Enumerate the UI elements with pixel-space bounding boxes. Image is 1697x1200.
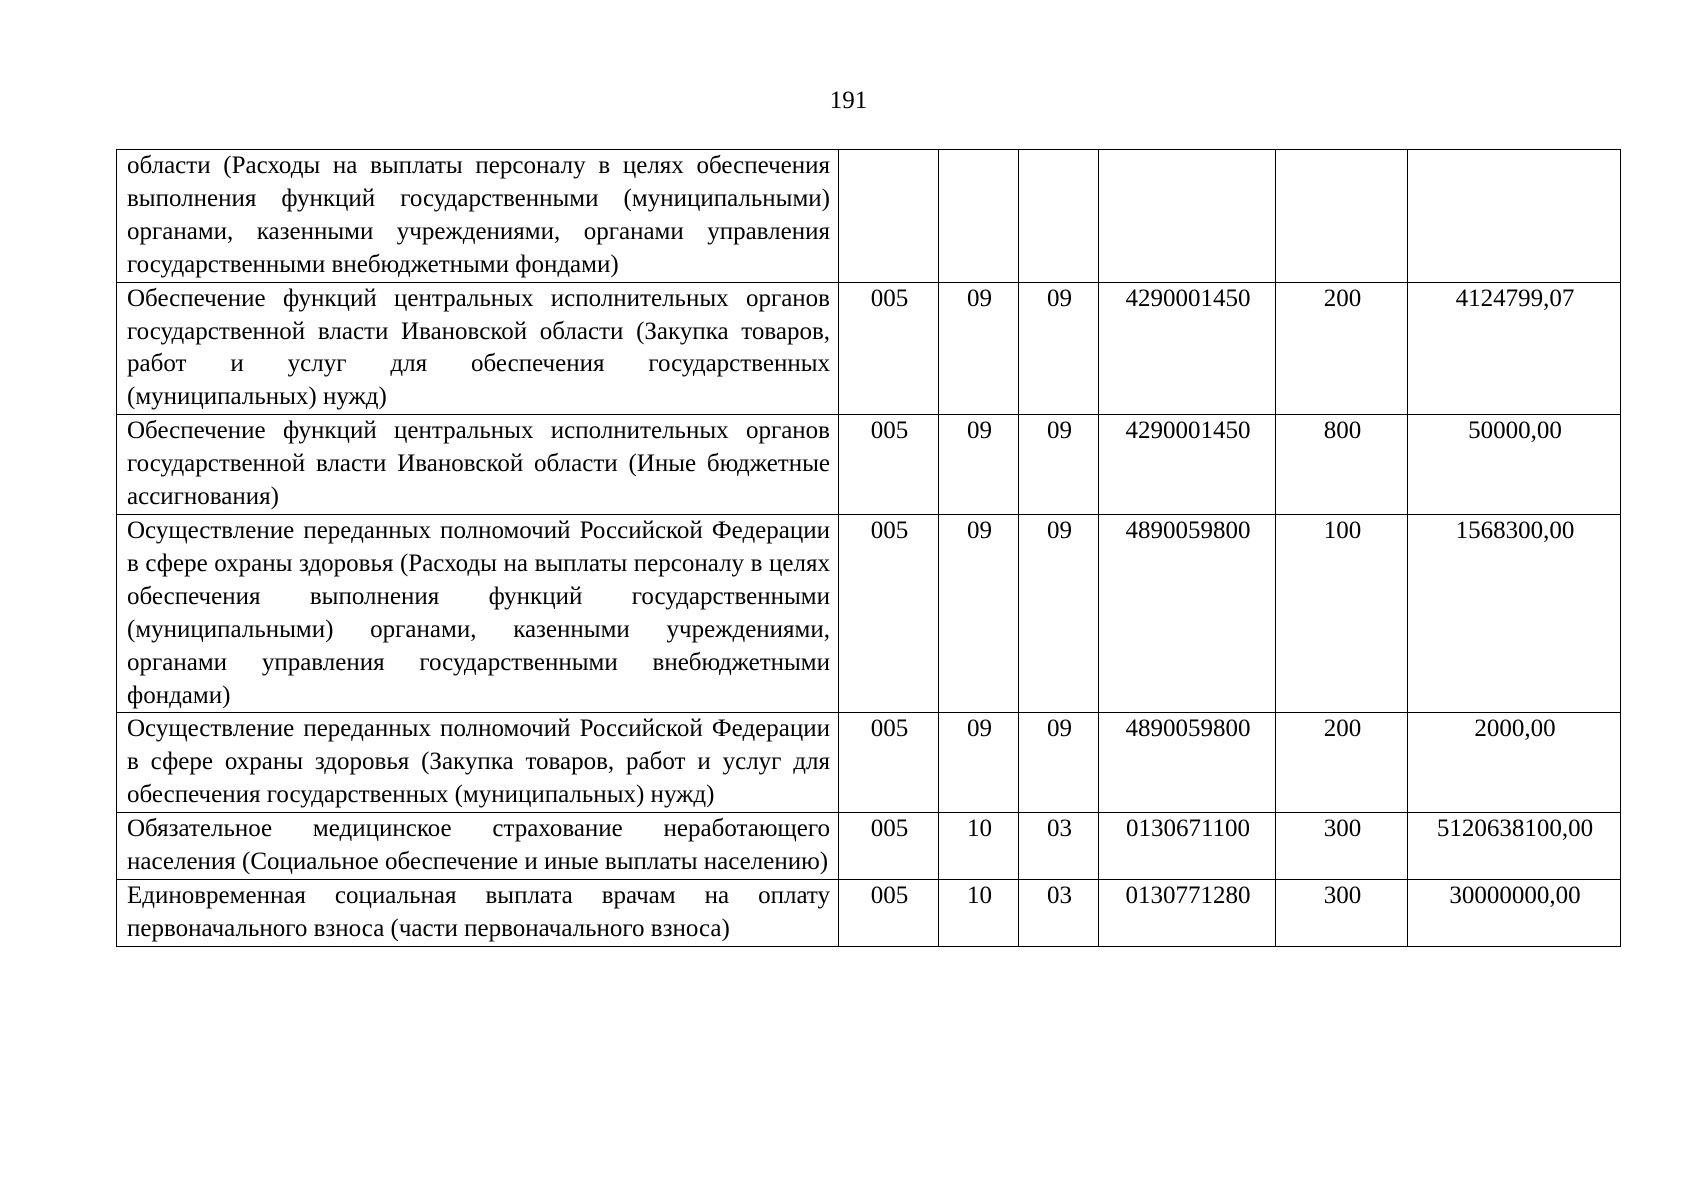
row-target-article: 0130671100 — [1099, 813, 1276, 880]
row-grbs: 005 — [839, 713, 939, 813]
row-grbs: 005 — [839, 415, 939, 515]
row-expense-type — [1276, 150, 1408, 283]
row-expense-type: 100 — [1276, 514, 1408, 712]
row-subsection: 03 — [1019, 879, 1099, 946]
row-grbs: 005 — [839, 282, 939, 415]
row-subsection: 09 — [1019, 713, 1099, 813]
row-subsection: 09 — [1019, 514, 1099, 712]
row-amount: 2000,00 — [1408, 713, 1621, 813]
row-subsection: 03 — [1019, 813, 1099, 880]
row-section — [939, 150, 1019, 283]
row-section: 09 — [939, 514, 1019, 712]
row-description: Обеспечение функций центральных исполнительных органов государственной власти Ивановской области (Закупка товаров, работ и услуг для обеспечения государственных (муниципальных) нужд) — [117, 282, 839, 415]
row-amount: 1568300,00 — [1408, 514, 1621, 712]
row-description: Обеспечение функций центральных исполнительных органов государственной власти Ивановской области (Иные бюджетные ассигнования) — [117, 415, 839, 515]
row-expense-type: 200 — [1276, 282, 1408, 415]
row-amount — [1408, 150, 1621, 283]
table-row — [117, 415, 1621, 515]
row-section: 09 — [939, 282, 1019, 415]
row-amount: 30000000,00 — [1408, 879, 1621, 946]
row-target-article: 0130771280 — [1099, 879, 1276, 946]
row-section: 09 — [939, 415, 1019, 515]
row-target-article — [1099, 150, 1276, 283]
row-target-article: 4290001450 — [1099, 415, 1276, 515]
row-subsection — [1019, 150, 1099, 283]
row-target-article: 4890059800 — [1099, 713, 1276, 813]
table-row — [117, 514, 1621, 712]
row-target-article: 4290001450 — [1099, 282, 1276, 415]
row-description: области (Расходы на выплаты персоналу в целях обеспечения выполнения функций государственными (муниципальными) органами, казенными учреждениями, органами управления государственными внебюджетными фондами) — [117, 150, 839, 283]
row-section: 10 — [939, 813, 1019, 880]
table-row — [117, 282, 1621, 415]
row-description: Обязательное медицинское страхование неработающего населения (Социальное обеспечение и иные выплаты населению) — [117, 813, 839, 880]
row-expense-type: 800 — [1276, 415, 1408, 515]
row-amount: 4124799,07 — [1408, 282, 1621, 415]
row-description: Осуществление переданных полномочий Российской Федерации в сфере охраны здоровья (Расходы на выплаты персоналу в целях обеспечения выполнения функций государственными (муниципальными) органами, казенными учреждениями, органами управления государственными внебюджетными фондами) — [117, 514, 839, 712]
row-subsection: 09 — [1019, 282, 1099, 415]
row-grbs: 005 — [839, 514, 939, 712]
table-row — [117, 150, 1621, 283]
row-description: Осуществление переданных полномочий Российской Федерации в сфере охраны здоровья (Закупка товаров, работ и услуг для обеспечения государственных (муниципальных) нужд) — [117, 713, 839, 813]
row-section: 10 — [939, 879, 1019, 946]
row-section: 09 — [939, 713, 1019, 813]
table-row — [117, 713, 1621, 813]
row-expense-type: 300 — [1276, 813, 1408, 880]
row-subsection: 09 — [1019, 415, 1099, 515]
row-expense-type: 200 — [1276, 713, 1408, 813]
table-row — [117, 879, 1621, 946]
row-target-article: 4890059800 — [1099, 514, 1276, 712]
row-amount: 50000,00 — [1408, 415, 1621, 515]
table-row — [117, 813, 1621, 880]
row-grbs: 005 — [839, 813, 939, 880]
row-grbs: 005 — [839, 879, 939, 946]
row-description: Единовременная социальная выплата врачам на оплату первоначального взноса (части первоначального взноса) — [117, 879, 839, 946]
row-grbs — [839, 150, 939, 283]
budget-table — [116, 149, 1621, 947]
row-expense-type: 300 — [1276, 879, 1408, 946]
row-amount: 5120638100,00 — [1408, 813, 1621, 880]
page-number: 191 — [829, 87, 868, 114]
